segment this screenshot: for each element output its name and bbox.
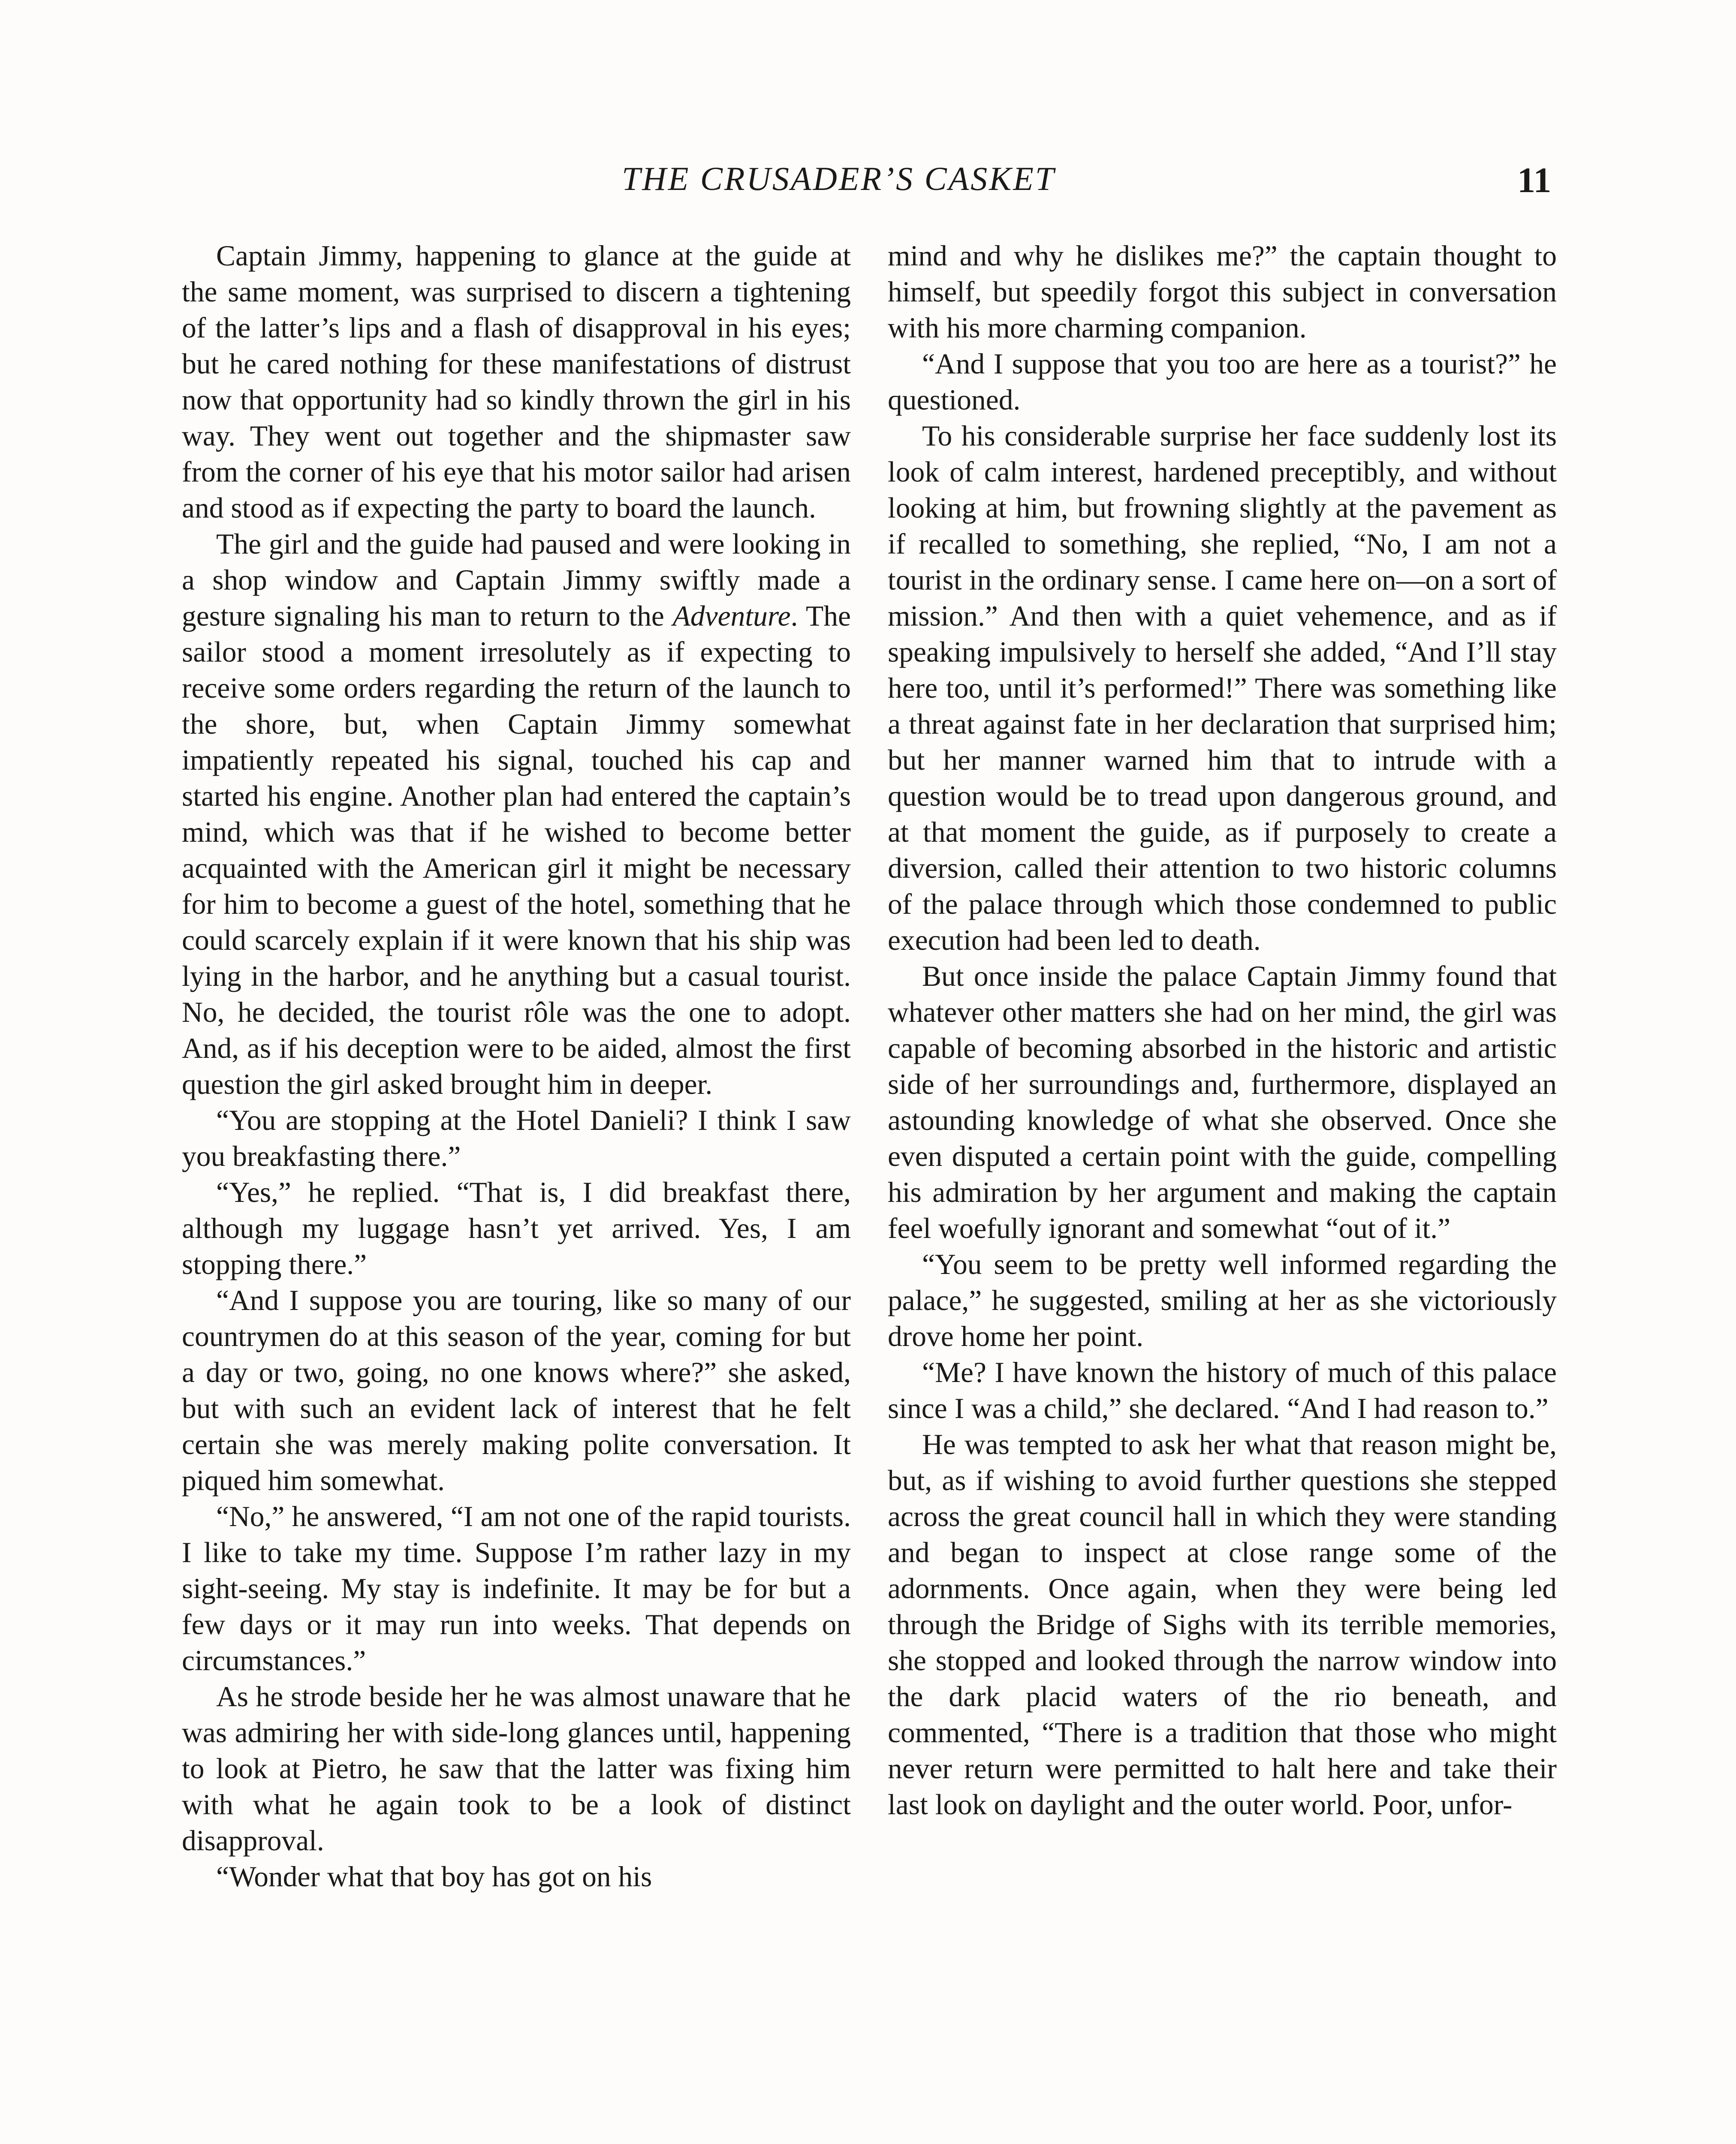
paragraph: “And I suppose you are touring, like so many of our countrymen do at this season of the year, coming for but a day or two, going, no one knows where?” she asked, but with such an evident lack of interest that he felt certain she was merely making polite conversation. It piqued him somewhat. — [182, 1284, 851, 1497]
ship-name: Adventure — [672, 600, 791, 632]
paragraph: “No,” he answered, “I am not one of the rapid tourists. I like to take my time. Suppose I’m rather lazy in my sight-seeing. My stay is indefinite. It may be for but a few days or it may run into weeks. That depends on circumstances.” — [182, 1500, 851, 1677]
page-number: 11 — [1517, 160, 1552, 200]
right-column — [888, 238, 1557, 1823]
paragraph-text: The girl and the guide had paused and were looking in a shop window and Captain Jimmy swiftly made a gesture signaling his man to return to the — [182, 528, 851, 632]
paragraph — [182, 526, 851, 1102]
paragraph: He was tempted to ask her what that reason might be, but, as if wishing to avoid further questions she stepped across the great council hall in which they were standing and began to inspect at close range some of the adornments. Once again, when they were being led through the Bridge of Sighs with its terrible memories, she stopped and looked through the narrow window into the dark placid waters of the rio beneath, and commented, “There is a tradition that those who might never return were permitted to halt here and take their last look on daylight and the outer world. Poor, unfor- — [888, 1428, 1557, 1821]
paragraph-text: . The sailor stood a moment irresolutely as if expecting to receive some orders regarding the return of the launch to the shore, but, when Captain Jimmy somewhat impatiently repeated his signal, touched his cap and started his engine. Another plan had entered the captain’s mind, which was that if he wished to become better acquainted with the American girl it might be necessary for him to become a guest of the hotel, something that he could scarcely explain if it were known that his ship was lying in the harbor, and he anything but a casual tourist. No, he decided, the tourist rôle was the one to adopt. And, as if his deception were to be aided, almost the first question the girl asked brought him in deeper. — [182, 600, 851, 1100]
paragraph: As he strode beside her he was almost unaware that he was admiring her with side-long glances until, happening to look at Pietro, he saw that the latter was fixing him with what he again took to be a look of distinct disapproval. — [182, 1680, 851, 1857]
paragraph: But once inside the palace Captain Jimmy found that whatever other matters she had on her mind, the girl was capable of becoming absorbed in the historic and artistic side of her surroundings and, furthermore, displayed an astounding knowledge of what she observed. Once she even disputed a certain point with the guide, compelling his admiration by her argument and making the captain feel woefully ignorant and somewhat “out of it.” — [888, 960, 1557, 1244]
paragraph: “Wonder what that boy has got on his — [216, 1861, 652, 1893]
paragraph: “Me? I have known the history of much of this palace since I was a child,” she declared. “And I had reason to.” — [888, 1356, 1557, 1424]
paragraph: “You are stopping at the Hotel Danieli? I think I saw you breakfasting there.” — [182, 1104, 851, 1172]
paragraph-continued: mind and why he dislikes me?” the captain thought to himself, but speedily forgot this subject in conversation with his more charming companion. — [888, 240, 1557, 344]
paragraph: Captain Jimmy, happening to glance at the guide at the same moment, was surprised to discern a tightening of the latter’s lips and a flash of disapproval in his eyes; but he cared nothing for these manifestations of distrust now that opportunity had so kindly thrown the girl in his way. They went out together and the shipmaster saw from the corner of his eye that his motor sailor had arisen and stood as if expecting the party to board the launch. — [182, 240, 851, 524]
paragraph: “Yes,” he replied. “That is, I did breakfast there, although my luggage hasn’t yet arrived. Yes, I am stopping there.” — [182, 1176, 851, 1280]
left-column — [182, 238, 851, 1895]
paragraph: “And I suppose that you too are here as a tourist?” he questioned. — [888, 348, 1557, 416]
paragraph: “You seem to be pretty well informed regarding the palace,” he suggested, smiling at her as she victoriously drove home her point. — [888, 1248, 1557, 1352]
running-title: THE CRUSADER’S CASKET — [622, 160, 1056, 197]
paragraph: To his considerable surprise her face suddenly lost its look of calm interest, hardened preceptibly, and without looking at him, but frowning slightly at the pavement as if recalled to something, she replied, “No, I am not a tourist in the ordinary sense. I came here on—on a sort of mission.” And then with a quiet vehemence, and as if speaking impulsively to herself she added, “And I’ll stay here too, until it’s performed!” There was something like a threat against fate in her declaration that surprised him; but her manner warned him that to intrude with a question would be to tread upon dangerous ground, and at that moment the guide, as if purposely to create a diversion, called their attention to two historic columns of the palace through which those condemned to public execution had been led to death. — [888, 420, 1557, 956]
